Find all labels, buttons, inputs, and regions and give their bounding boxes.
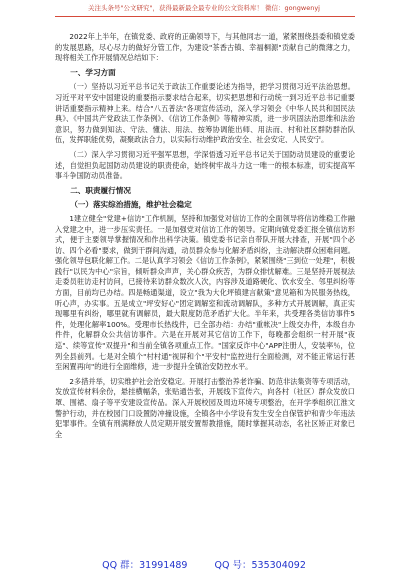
footer-qq-group: QQ 群：31991489 xyxy=(102,560,188,571)
duties-paragraph-2: 2多措并举，切实维护社会治安稳定。开展打击整治养老诈骗、防范非法集资等专项活动，发放宣传材料余份，悬挂横幅条，张贴通告张，开展线下宣传六，向各村（社区）群众发放口罩、围裙、扇子等平安建设宣传品。深入开展校园及周边环境专项整治，在开学季组织江淮文警护行动，并在校园门口设置防冲撞设施，全镇各中小学设有发生安全自保管护和青少年违法犯罪事件。全镇有刑满释放人员定期开展安置帮教措施，随时掌握其动态，名社区矫正对象已全 xyxy=(55,376,355,439)
footer-contact xyxy=(0,560,408,572)
subsection-heading-stability: （一）落实综治措施，维护社会稳定 xyxy=(70,200,192,210)
section-heading-study: 一、学习方面 xyxy=(70,67,116,77)
duties-paragraph-1: 1建立健全"党建+信访"工作机制，坚持和加强党对信访工作的全面领导将信访维稳工作融入党建之中，进一步压实责任。一是加强党对信访工作的领导。定期向镇党委汇报全镇信访形式，便于主要领导掌握情况和作出科学决策。镇党委书记亲自带队开展大排查，开展"四个必访、四个必看"要求，做到干群间沟通，动员群众参与化解矛盾纠纷，主动解决群众困难问题。强化领导包联化解工作。二是认真学习领会《信访工作条例》，紧紧围绕"三到位一处理"，积极践行"以民为中心"宗旨，倾听群众声声，关心群众疾苦，为群众排忧解难。三是坚持开展视法走委员驻访走村访问，已接待来访群众数次人次，内容涉及道路硬化、饮水安全、邻里纠纷等方面，目前均已办结。四是畅通渠道，设立"我为大化坪镇建言献策"意见箱和为民服务热线，听心声，办实事。五是成立"坪安好心"团定调解室和流动调解队，多种方式开展调解，真正实现哪里有纠纷，哪里就有调解员，最大限度防范矛盾扩大化。半年来，共受理各类信访事件5件，处理化解率100%。受理市长热线件，已全部办结：办结"重帐决"上级交办件，本级自办件件，化解群众公共信访事件。六是在开展对其它信访工作下，每晚都会组织一村开展"夜巡"、续等宣传"双提升"和当前全镇各项重点工作。"国家反诈中心"APP注册人，安装率％，位列全县前列。七是对全镇个"村村通"视屏和个"平安村"监控进行全面检测，对不能正常运行甚至闲置再向"的进行全面维修，进一步提升全镇治安防控水平。 xyxy=(55,213,355,372)
header-divider xyxy=(55,16,355,17)
study-paragraph-1: （一）坚持以习近平总书记关于政法工作重要论述为指导，把学习贯彻习近平法治思想。习近平对平安中国建设的重要指示要求结合起来，切实把思想和行动统一到习近平总书记重要讲话重要指示精神上来。结合"八五普法"各项宣传活动，深入学习领会《中华人民共和国民法典》、《中国共产党政法工作条例》、《信访工作条例》等精神实质，进一步巩固法治思维和法治意识，努力做到知法、守法、懂法、用法、按筹协调能出师、用法而、村和社区群防群治队伍，发挥职能优势，凝聚政法合力，以实际行动维护政治安全、社会安定、人民安宁。 xyxy=(55,82,355,145)
section-heading-duties: 二、职责履行情况 xyxy=(70,185,131,195)
intro-paragraph: 2022年上半年，在镇党委、政府的正确领导下，与其他同志一道，紧紧围绕县委和镇党委的发展思路，尽心尽力的做好分管工作，为建设"茶香古镇、幸福桐源"贡献自己的微薄之力，现将相关工作开展情况总结如下： xyxy=(55,32,355,63)
header-banner: 关注头条号"公文研究"，获得最新最全最专业的公文资料库！ 微信：gongwenyj xyxy=(88,4,320,12)
footer-qq-number: QQ 号：535304092 xyxy=(214,560,306,571)
document-body xyxy=(55,32,355,440)
study-paragraph-2: （二）深入学习贯彻习近平强军思想，学深悟透习近平总书记关于国防动员建设的重要论述，自觉担负起国防动员建设的职责使命，始终树牢战斗力这一唯一的根本标准，切实提高军事斗争国防动员准备。 xyxy=(55,149,355,181)
